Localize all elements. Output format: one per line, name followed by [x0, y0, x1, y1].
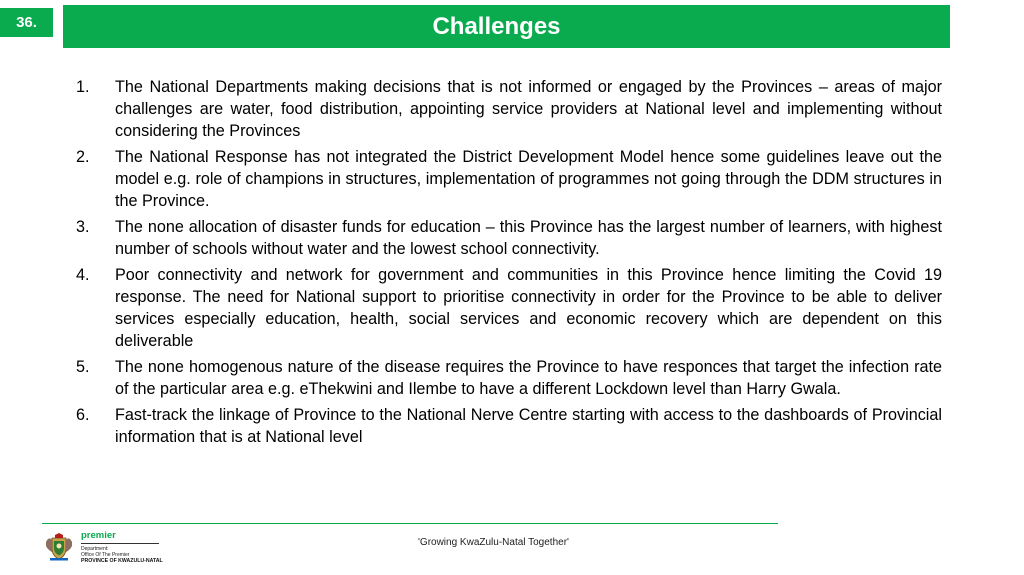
list-item — [76, 216, 942, 260]
title-bar — [63, 5, 950, 48]
list-item — [76, 146, 942, 212]
list-item-text: The none allocation of disaster funds for education – this Province has the largest number of learners, with highest number of schools without water and the lowest school connectivity. — [115, 218, 942, 258]
list-item-text: Poor connectivity and network for government and communities in this Province hence limiting the Covid 19 response. The need for National support to prioritise connectivity in order for the Province to be able to deliver services especially education, health, social services and economic recovery which are dependent on this deliverable — [115, 266, 942, 350]
list-item-number: 2. — [76, 148, 90, 166]
logo-department-text: Department: — [81, 546, 109, 552]
list-item — [76, 404, 942, 448]
logo-province-text: PROVINCE OF KWAZULU-NATAL — [81, 558, 163, 564]
list-item-text: The none homogenous nature of the disease requires the Province to have responces that target the infection rate of the particular area e.g. eThekwini and Ilembe to have a different Lockdown level than Harry Gwala. — [115, 358, 942, 398]
list-item-number: 4. — [76, 266, 90, 284]
list-item-text: Fast-track the linkage of Province to the National Nerve Centre starting with access to the dashboards of Provincial information that is at National level — [115, 406, 942, 446]
logo-premier-text: premier — [81, 530, 116, 541]
list-item-number: 3. — [76, 218, 90, 236]
list-item — [76, 76, 942, 142]
list-item-number: 6. — [76, 406, 90, 424]
premier-logo — [81, 530, 181, 564]
list-item-text: The National Response has not integrated the District Development Model hence some guidelines leave out the model e.g. role of champions in structures, implementation of programmes not going through the DDM structures in the Province. — [115, 148, 942, 210]
logo-rule — [81, 543, 159, 544]
list-item-number: 1. — [76, 78, 90, 96]
list-item — [76, 356, 942, 400]
list-item — [76, 264, 942, 352]
challenges-list — [76, 76, 942, 452]
slide-number: 36. — [0, 8, 53, 37]
list-item-number: 5. — [76, 358, 90, 376]
logo-office-text: Office Of The Premier — [81, 552, 130, 558]
coat-of-arms-icon — [44, 532, 74, 562]
footer-divider — [42, 523, 778, 524]
list-item-text: The National Departments making decisions that is not informed or engaged by the Provinces – areas of major challenges are water, food distribution, appointing service providers at National level and implementing without considering the Provinces — [115, 78, 942, 140]
page-title: Challenges — [432, 12, 561, 40]
footer-tagline: 'Growing KwaZulu-Natal Together' — [418, 537, 569, 548]
